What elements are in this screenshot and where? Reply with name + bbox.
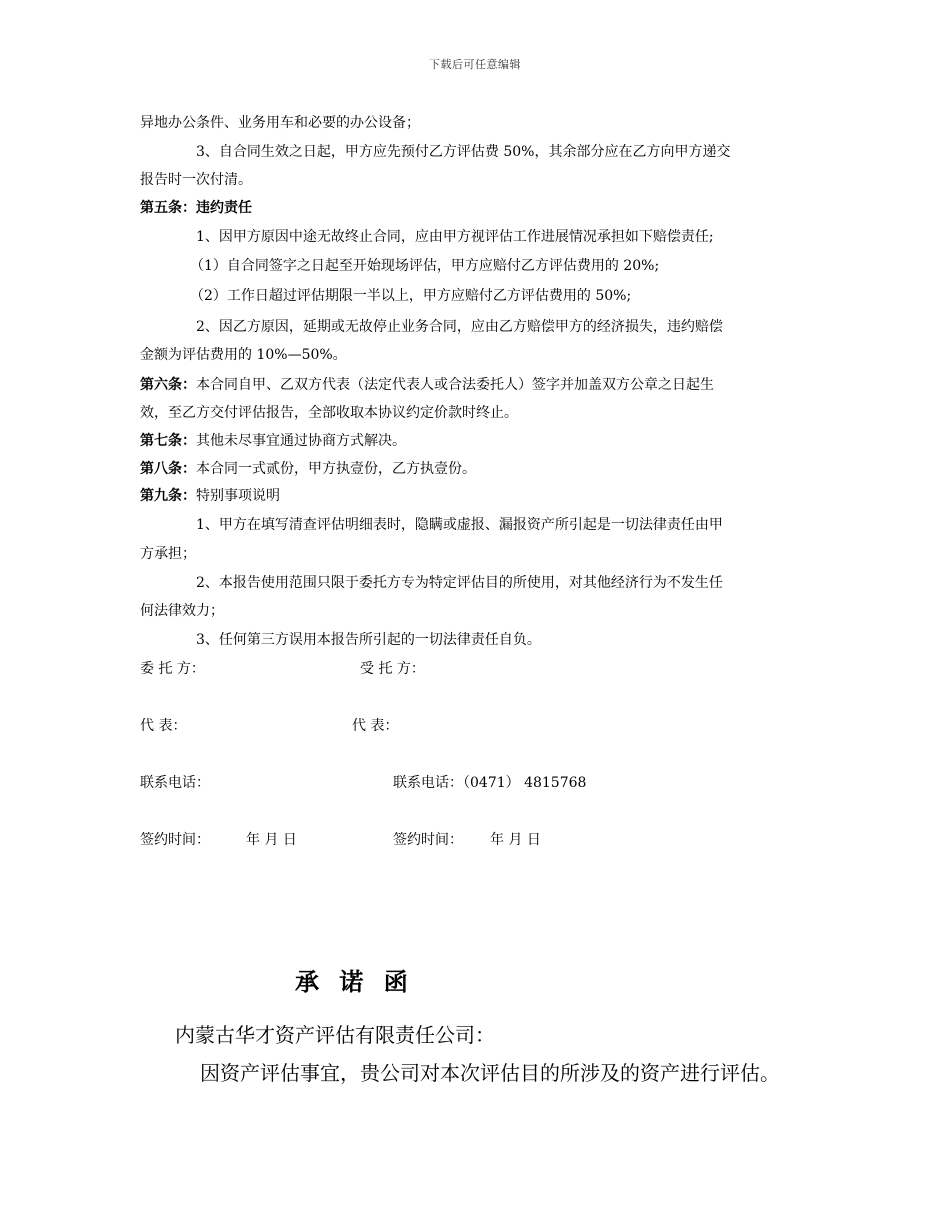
article-8 (140, 460, 476, 478)
trustee-date-label: 签约时间： (393, 832, 463, 848)
body-line: 效，至乙方交付评估报告，全部收取本协议约定价款时终止。 (140, 405, 518, 421)
client-date-label: 签约时间： (140, 832, 210, 848)
article-8-text: 本合同一式贰份，甲方执壹份，乙方执壹份。 (196, 461, 476, 477)
letter-first-line: 因资产评估事宜，贵公司对本次评估目的所涉及的资产进行评估。 (200, 1061, 780, 1085)
body-line: 2、因乙方原因，延期或无故停止业务合同，应由乙方赔偿甲方的经济损失，违约赔偿 (196, 319, 723, 335)
body-line: 1、甲方在填写清查评估明细表时，隐瞒或虚报、漏报资产所引起是一切法律责任由甲 (196, 517, 723, 533)
client-phone-label: 联系电话： (140, 775, 210, 791)
article-7 (140, 432, 406, 450)
body-line: 2、本报告使用范围只限于委托方专为特定评估目的所使用，对其他经济行为不发生任 (196, 575, 723, 591)
trustee-date-value: 年 月 日 (490, 832, 541, 848)
page-header: 下载后可任意编辑 (429, 58, 521, 71)
body-line: 何法律效力； (140, 603, 224, 619)
client-representative-label: 代 表： (140, 718, 187, 734)
body-line: 异地办公条件、业务用车和必要的办公设备； (140, 115, 420, 131)
article-6 (140, 376, 714, 394)
letter-title: 承 诺 函 (295, 967, 414, 996)
client-date-value: 年 月 日 (246, 832, 297, 848)
body-line: （2）工作日超过评估期限一半以上，甲方应赔付乙方评估费用的 50%; (190, 288, 632, 304)
body-line: 3、任何第三方误用本报告所引起的一切法律责任自负。 (196, 632, 541, 648)
body-line: 方承担； (140, 546, 196, 562)
letter-addressee: 内蒙古华才资产评估有限责任公司： (175, 1023, 495, 1047)
body-line: （1）自合同签字之日起至开始现场评估，甲方应赔付乙方评估费用的 20%; (190, 258, 660, 274)
trustee-label: 受 托 方： (360, 661, 425, 677)
body-line: 报告时一次付清。 (140, 172, 252, 188)
article-9-text: 特别事项说明 (196, 488, 280, 504)
article-9 (140, 487, 280, 505)
trustee-representative-label: 代 表： (352, 718, 399, 734)
article-7-title: 第七条： (140, 433, 196, 449)
article-7-text: 其他未尽事宜通过协商方式解决。 (196, 433, 406, 449)
body-line: 3、自合同生效之日起，甲方应先预付乙方评估费 50%，其余部分应在乙方向甲方递交 (196, 144, 731, 160)
body-line: 金额为评估费用的 10%—50%。 (140, 347, 347, 363)
article-5-title: 第五条：违约责任 (140, 200, 252, 216)
trustee-phone: 联系电话：（0471） 4815768 (393, 775, 587, 791)
article-6-title: 第六条： (140, 377, 196, 393)
body-line: 1、因甲方原因中途无故终止合同，应由甲方视评估工作进展情况承担如下赔偿责任; (196, 229, 714, 245)
client-label: 委 托 方： (140, 661, 205, 677)
article-9-title: 第九条： (140, 488, 196, 504)
article-6-text: 本合同自甲、乙双方代表（法定代表人或合法委托人）签字并加盖双方公章之日起生 (196, 377, 714, 393)
article-8-title: 第八条： (140, 461, 196, 477)
